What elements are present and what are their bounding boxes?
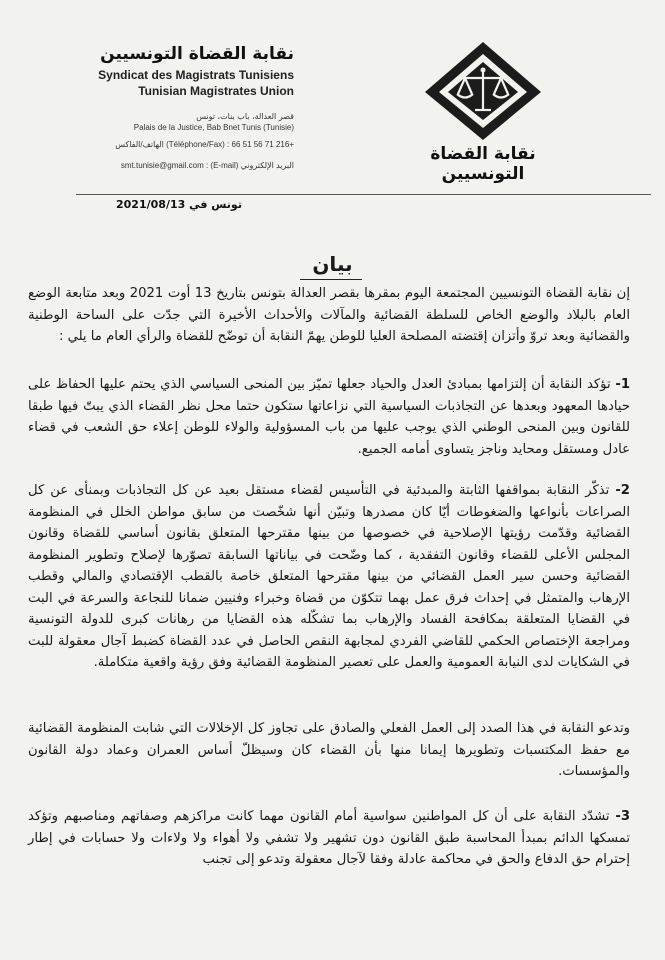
point-3-paragraph: [28, 806, 630, 871]
point-2-paragraph: [28, 480, 630, 674]
point-3-number: 3-: [615, 809, 631, 824]
org-name-french: Syndicat des Magistrats Tunisiens: [98, 68, 294, 82]
document-date: تونس في 2021/08/13: [116, 198, 242, 211]
letterhead-text: [84, 44, 294, 170]
address-french: Palais de la Justice, Bab Bnet Tunis (Tunisie): [133, 123, 294, 132]
point-1-text: تؤكد النقابة أن إلتزامها بمبادئ العدل والحياد جعلها تميّز بين المنحى السياسي الذي يحتم عليها الحفاظ على حيادها المعهود وبعدها عن التجاذبات السياسية التي نزاعاتها ستكون حتما محل نظر القضاء الذي يبتّ فيها طبقا للقانون وبين المنحى الوطني الذي يوجب عليها من باب المسؤولية والولاء للوطن إعلاء حق الشعب في قضاء عادل ومستقل ومحايد وناجز يتساوى أمامه الجميع.: [28, 377, 630, 457]
point-1-paragraph: [28, 374, 630, 460]
phone-fax: الهاتف/الفاكس (Téléphone/Fax) : 66 51 56 71 216+: [115, 140, 294, 149]
header-divider: [76, 194, 651, 195]
org-name-arabic: نقابة القضاة التونسيين: [100, 44, 294, 64]
union-logo: [418, 40, 548, 184]
point-3-text: تشدّد النقابة على أن كل المواطنين سواسية أمام القانون مهما كانت مراكزهم وصفاتهم ومناصبهم وتؤكد تمسكها الدائم بمبدأ المحاسبة طبق القانون دون تشهير ولا تشفي ولا أهواء ولا ولاءات ولا حسابات في إطار إحترام حق الدفاع والحق في محاكمة عادلة وفقا لآجال معقولة وتدعو إلى تجنب: [28, 809, 630, 867]
intro-paragraph: إن نقابة القضاة التونسيين المجتمعة اليوم بمقرها بقصر العدالة بتونس بتاريخ 13 أوت 2021 وبعد متابعة الوضع العام بالبلاد والوضع الخاص للسلطة القضائية والمآلات والأحداث الأخيرة التي جدّت على الساحة الوطنية والقضائية وبعد تروّ وأتزان إقتضته المصلحة العليا للوطن يهمّ النقابة أن توضّح للقضاة والرأي العام ما يلي :: [28, 286, 630, 344]
point-2-text: تذكّر النقابة بمواقفها الثابتة والمبدئية في التأسيس لقضاء مستقل بعيد عن كل التجاذبات وبمنأى عن كل الصراعات بأنواعها والضغوطات أيّا كان مصدرها وتبيّن أنها شخّصت من سابق مواطن الخلل في المنظومة القضائية وقدّمت رؤيتها الإصلاحية في خصوصها من بينها مقترحها المتعلق بقانون أساسي للقضاة وقانون المجلس الأعلى للقضاء وقانون التفقدية ، كما وضّحت في بياناتها السابقة تصوّرها لإصلاح وتطوير المنظومة القضائية وحسن سير العمل القضائي من بينها مقترحها المتعلق خاصة بالقطب الإقتصادي والمالي وقطب الإرهاب والمتمثل في إحداث فرق عمل بهما تتكوّن من قضاة وخبراء وفنيين ضمانا للنجاعة والسرعة في البت في القضايا المتعلقة بمكافحة الفساد والإرهاب بما تشكّله هذه القضايا من رهانات كبرى للدولة التونسية ومراجعة الإختصاص الحكمي للقاضي الفردي لمجابهة النقص الحاصل في عدد القضاة كضبط آجال معقولة للبت في الشكايات لدى النيابة العمومية والعمل على تعصير المنظومة القضائية وفق رؤية واقعية متكاملة.: [28, 483, 630, 670]
logo-caption: نقابة القضاة التونسيين: [430, 144, 536, 184]
statement-title: بيان: [312, 252, 353, 276]
call-paragraph: وتدعو النقابة في هذا الصدد إلى العمل الفعلي والصادق على تجاوز كل الإخلالات التي شابت المنظومة القضائية مع حفظ المكتسبات وتطويرها إيمانا منها بأن القضاء كان وسيظلّ أساس العمران وعماد دولة القانون والمؤسسات.: [28, 721, 630, 779]
scales-of-justice-icon: [421, 40, 545, 140]
title-underline: [300, 279, 362, 280]
address-arabic: قصر العدالة، باب بنات، تونس: [196, 112, 294, 121]
point-1-number: 1-: [615, 377, 630, 392]
org-name-english: Tunisian Magistrates Union: [138, 84, 294, 98]
email-address: smt.tunisie@gmail.com : (E-mail) البريد الإلكتروني: [120, 161, 294, 170]
point-2-number: 2-: [615, 483, 630, 498]
